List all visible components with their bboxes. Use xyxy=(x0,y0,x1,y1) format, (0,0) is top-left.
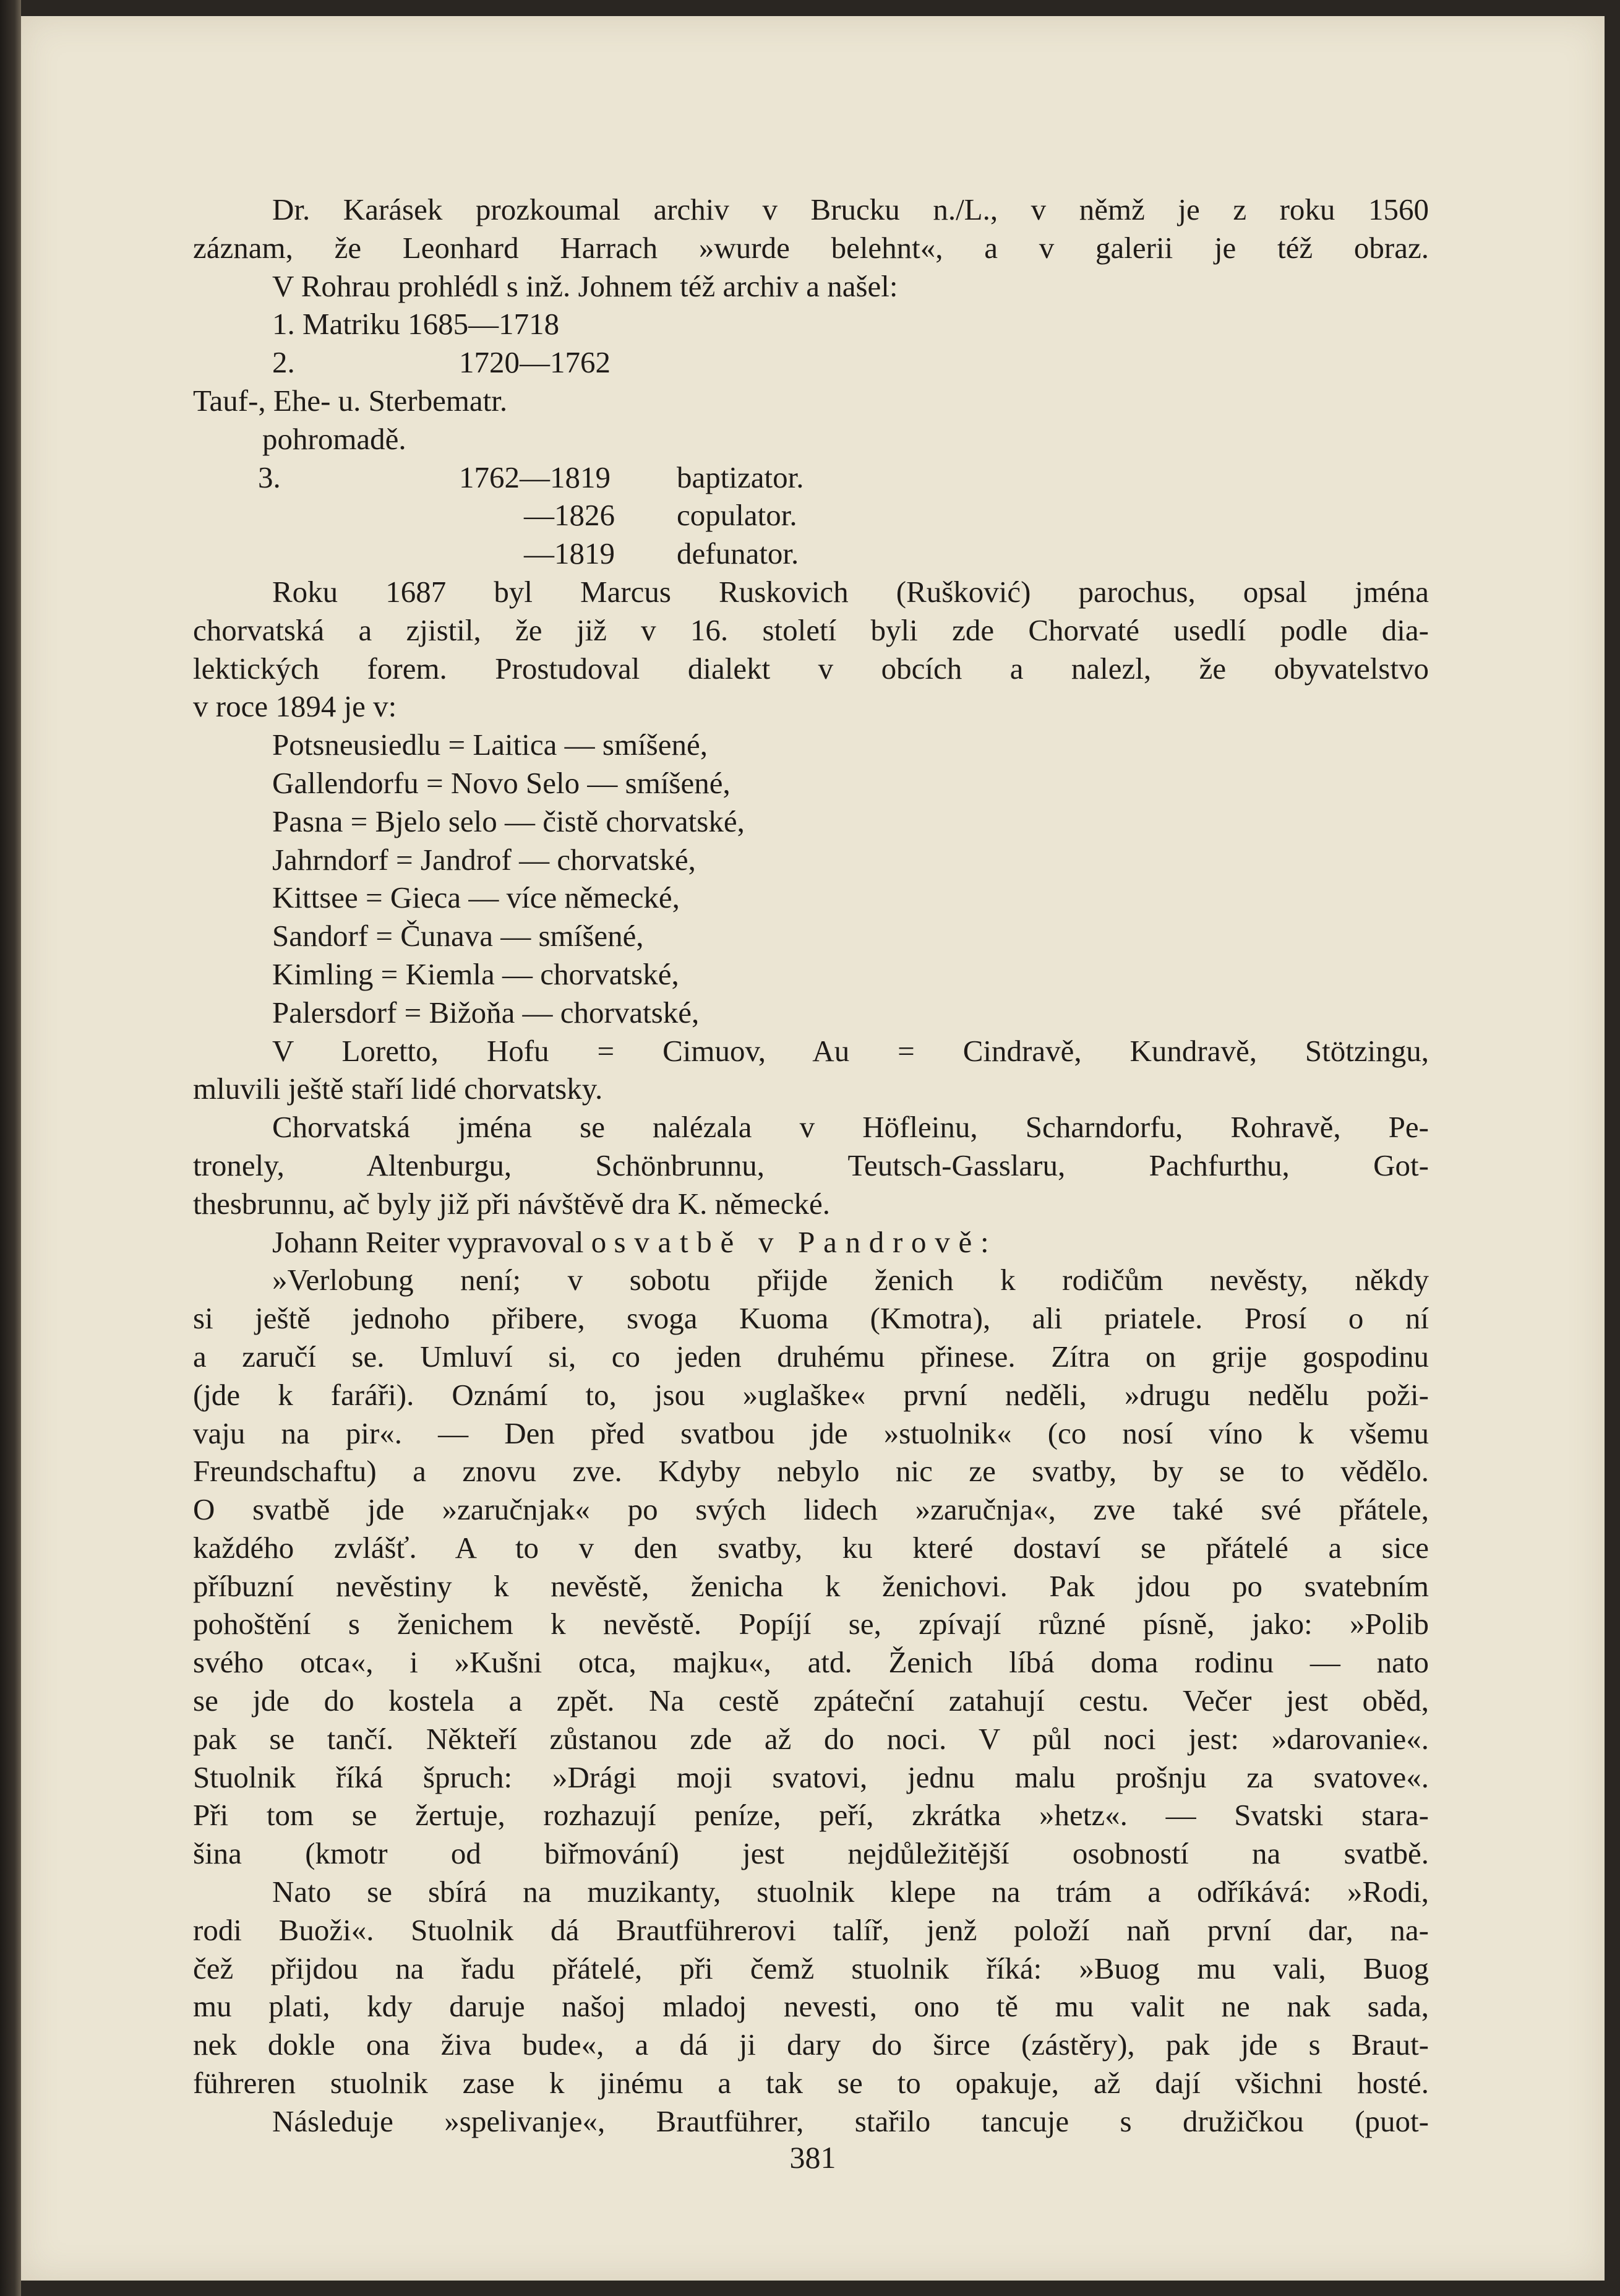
text-line: tronely, Altenburgu, Schönbrunnu, Teutsch-Gasslaru, Pachfurthu, Got- xyxy=(193,1148,1429,1182)
village-list-item: Potsneusiedlu = Laitica — smíšené, xyxy=(272,728,708,762)
date-range: 1762—1819 xyxy=(459,460,611,494)
text-line: mu plati, kdy daruje našoj mladoj nevesti, ono tě mu valit ne nak sada, xyxy=(193,1989,1429,2024)
date-range: 1720—1762 xyxy=(459,345,611,380)
text-line: nek dokle ona živa bude«, a dá ji dary do širce (zástěry), pak jde s Braut- xyxy=(193,2027,1429,2062)
text-line: pak se tančí. Někteří zůstanou zde až do noci. V půl noci jest: »darovanie«. xyxy=(193,1721,1429,1756)
village-list-item: Gallendorfu = Novo Selo — smíšené, xyxy=(272,765,731,800)
text-line: pohromadě. xyxy=(262,421,406,456)
register-label: baptizator. xyxy=(677,460,804,494)
text-line: šina (kmotr od biřmování) jest nejdůležitější osobností na svatbě. xyxy=(193,1836,1429,1871)
text-line: V Rohrau prohlédl s inž. Johnem též archiv a našel: xyxy=(272,269,898,303)
text-line: si ještě jednoho přibere, svoga Kuoma (Kmotra), ali priatele. Prosí o ní xyxy=(193,1301,1429,1336)
text-line: Freundschaftu) a znovu zve. Kdyby nebylo nic ze svatby, by se to vědělo. xyxy=(193,1454,1429,1489)
register-label: copulator. xyxy=(677,498,797,533)
text-line: lektických forem. Prostudoval dialekt v obcích a nalezl, že obyvatelstvo xyxy=(193,651,1429,686)
entry-number: 2. xyxy=(272,345,295,380)
village-list-item: Pasna = Bjelo selo — čistě chorvatské, xyxy=(272,804,745,838)
text-line: Dr. Karásek prozkoumal archiv v Brucku n./L., v němž je z roku 1560 xyxy=(272,192,1429,226)
text-line: chorvatská a zjistil, že již v 16. století byli zde Chorvaté usedlí podle dia- xyxy=(193,613,1429,647)
text-line: thesbrunnu, ač byly již při návštěvě dra K. německé. xyxy=(193,1186,831,1221)
village-list-item: Kittsee = Gieca — více německé, xyxy=(272,880,680,915)
text-line xyxy=(193,1223,1429,1262)
entry-number: 3. xyxy=(258,460,281,494)
text-line: Následuje »spelivanje«, Brautführer, stařilo tancuje s družičkou (puot- xyxy=(272,2104,1429,2138)
text-run: Johann Reiter vypravoval o xyxy=(272,1224,614,1259)
text-line: příbuzní nevěstiny k nevěstě, ženicha k ženichovi. Pak jdou po svatebním xyxy=(193,1568,1429,1603)
text-line: a zaručí se. Umluví si, co jeden druhému přinese. Zítra on grije gospodinu xyxy=(193,1339,1429,1374)
text-line: 1. Matriku 1685—1718 xyxy=(272,307,560,342)
text-line: (jde k faráři). Oznámí to, jsou »uglaške« první neděli, »drugu nedělu poži- xyxy=(193,1377,1429,1412)
text-line: Stuolnik říká špruch: »Drági moji svatovi, jednu malu prošnju za svatove«. xyxy=(193,1760,1429,1794)
book-binding xyxy=(0,0,21,2296)
text-line: Tauf-, Ehe- u. Sterbematr. xyxy=(193,383,508,418)
text-line xyxy=(193,458,1429,497)
text-line: »Verlobung není; v sobotu přijde ženich k rodičům nevěsty, někdy xyxy=(272,1263,1429,1297)
date-range: —1819 xyxy=(524,536,615,571)
spaced-emphasis: svatbě v Pandrově: xyxy=(614,1224,998,1259)
text-line: rodi Buoži«. Stuolnik dá Brautführerovi talíř, jenž položí naň první dar, na- xyxy=(193,1912,1429,1947)
register-label: defunator. xyxy=(677,536,799,571)
text-line: mluvili ještě staří lidé chorvatsky. xyxy=(193,1072,603,1106)
text-line: führeren stuolnik zase k jinému a tak se to opakuje, až dají všichni hosté. xyxy=(193,2066,1429,2100)
text-line: se jde do kostela a zpět. Na cestě zpáteční zatahují cestu. Večer jest oběd, xyxy=(193,1683,1429,1718)
date-range: —1826 xyxy=(524,498,615,533)
text-line: Nato se sbírá na muzikanty, stuolnik klepe na trám a odříkává: »Rodi, xyxy=(272,1875,1429,1909)
text-line: pohoštění s ženichem k nevěstě. Popíjí se, zpívají různé písně, jako: »Polib xyxy=(193,1607,1429,1641)
text-line: Při tom se žertuje, rozhazují peníze, peří, zkrátka »hetz«. — Svatski stara- xyxy=(193,1798,1429,1833)
body-text xyxy=(193,191,1429,2141)
text-line xyxy=(193,535,1429,573)
village-list-item: Palersdorf = Bižoňa — chorvatské, xyxy=(272,995,700,1030)
village-list-item: Kimling = Kiemla — chorvatské, xyxy=(272,957,679,991)
text-line: Chorvatská jména se nalézala v Höfleinu, Scharndorfu, Rohravě, Pe- xyxy=(272,1110,1429,1145)
text-line: vaju na pir«. — Den před svatbou jde »stuolnik« (co nosí víno k všemu xyxy=(193,1416,1429,1450)
book-page xyxy=(21,16,1605,2281)
text-line: čež přijdou na řadu přátelé, při čemž stuolnik říká: »Buog mu vali, Buog xyxy=(193,1951,1429,1985)
text-line: V Loretto, Hofu = Cimuov, Au = Cindravě, Kundravě, Stötzingu, xyxy=(272,1033,1429,1068)
text-line: v roce 1894 je v: xyxy=(193,689,397,724)
village-list-item: Sandorf = Čunava — smíšené, xyxy=(272,919,644,953)
text-line: záznam, že Leonhard Harrach »wurde belehnt«, a v galerii je též obraz. xyxy=(193,230,1429,265)
text-line: každého zvlášť. A to v den svatby, ku které dostaví se přátelé a sice xyxy=(193,1530,1429,1565)
text-line: Roku 1687 byl Marcus Ruskovich (Rušković) parochus, opsal jména xyxy=(272,574,1429,609)
text-line xyxy=(193,343,1429,382)
text-line: O svatbě jde »zaručnjak« po svých lidech »zaručnja«, zve také své přátele, xyxy=(193,1492,1429,1527)
text-line xyxy=(193,496,1429,535)
village-list-item: Jahrndorf = Jandrof — chorvatské, xyxy=(272,842,696,877)
page-number: 381 xyxy=(789,2140,836,2175)
text-line: svého otca«, i »Kušni otca, majku«, atd. Ženich líbá doma rodinu — nato xyxy=(193,1645,1429,1680)
